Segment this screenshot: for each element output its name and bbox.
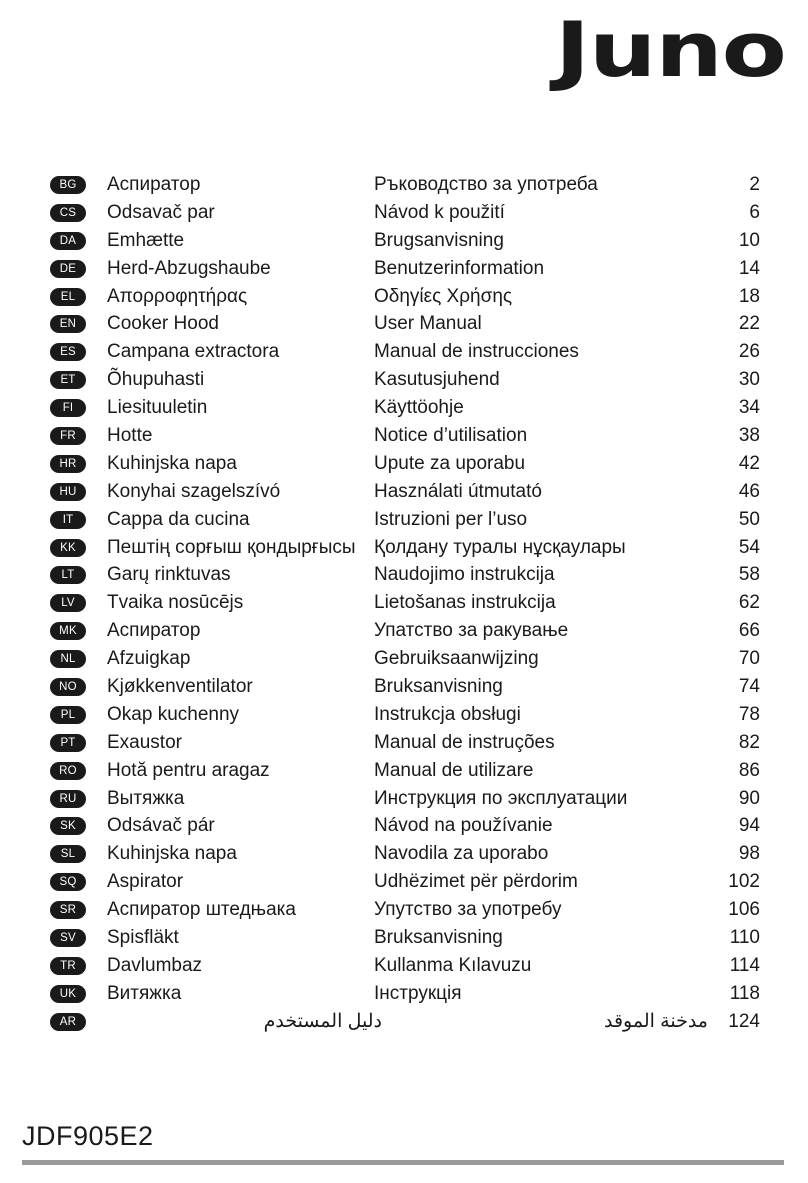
toc-row-no xyxy=(50,673,760,701)
toc-row-sq xyxy=(50,868,760,896)
product-name: Kjøkkenventilator xyxy=(107,675,253,697)
toc-row-es xyxy=(50,338,760,366)
product-name: Okap kuchenny xyxy=(107,703,240,725)
language-code-badge: RO xyxy=(50,762,86,780)
language-code-badge: ES xyxy=(50,343,86,361)
language-code-badge: SQ xyxy=(50,873,86,891)
page-number: 110 xyxy=(729,926,760,948)
page-number: 70 xyxy=(738,648,760,670)
product-name: Аспиратор штедњака xyxy=(107,899,296,921)
page-number: 82 xyxy=(738,731,760,753)
manual-title: Ръководство за употреба xyxy=(374,173,598,195)
language-code-badge: PL xyxy=(50,706,86,724)
language-code-badge: DA xyxy=(50,232,86,250)
page-number: 124 xyxy=(728,1010,760,1032)
product-name: Campana extractora xyxy=(107,341,280,363)
manual-title: Упутство за употребу xyxy=(374,899,562,921)
manual-title: Instrukcja obsługi xyxy=(374,703,521,725)
manual-title: Használati útmutató xyxy=(374,480,542,502)
product-name: Hotă pentru aragaz xyxy=(107,759,270,781)
page-number: 78 xyxy=(738,703,760,725)
language-code-badge: RU xyxy=(50,790,86,808)
product-name: Cappa da cucina xyxy=(107,508,250,530)
manual-title: Benutzerinformation xyxy=(374,257,545,279)
language-code-badge: HU xyxy=(50,483,86,501)
page-number: 26 xyxy=(738,341,760,363)
product-name: Аспиратор xyxy=(107,620,201,642)
page-number: 58 xyxy=(738,564,760,586)
language-code-badge: PT xyxy=(50,734,86,752)
toc-row-it xyxy=(50,506,760,534)
manual-title: Упатство за ракување xyxy=(374,620,569,642)
manual-title: Bruksanvisning xyxy=(374,675,503,697)
language-code-badge: BG xyxy=(50,176,86,194)
page-number: 62 xyxy=(738,592,760,614)
product-name: Пештің сорғыш қондырғысы xyxy=(107,536,356,558)
manual-title: Käyttöohje xyxy=(374,397,464,419)
page-number: 66 xyxy=(738,620,760,642)
product-name: Kuhinjska napa xyxy=(107,843,237,865)
manual-title: Upute za uporabu xyxy=(374,452,526,474)
product-name: Odsávač pár xyxy=(107,815,215,837)
toc-row-ru xyxy=(50,785,760,813)
page-number: 6 xyxy=(749,201,760,223)
product-name: Õhupuhasti xyxy=(107,369,205,391)
language-code-badge: MK xyxy=(50,622,86,640)
toc-row-sk xyxy=(50,812,760,840)
toc-row-fi xyxy=(50,394,760,422)
toc-row-sr xyxy=(50,896,760,924)
toc-row-fr xyxy=(50,422,760,450)
toc-row-pl xyxy=(50,701,760,729)
manual-title: Қолдану туралы нұсқаулары xyxy=(374,536,626,558)
product-name: Exaustor xyxy=(107,731,182,753)
product-name: Odsavač par xyxy=(107,201,215,223)
language-code-badge: FR xyxy=(50,427,86,445)
product-name: Garų rinktuvas xyxy=(107,564,231,586)
language-code-badge: KK xyxy=(50,539,86,557)
page-number: 46 xyxy=(738,480,760,502)
toc-row-pt xyxy=(50,729,760,757)
language-code-badge: LV xyxy=(50,594,86,612)
language-code-badge: HR xyxy=(50,455,86,473)
page-number: 34 xyxy=(738,397,760,419)
page-number: 30 xyxy=(738,369,760,391)
manual-title: Инструкция по эксплуатации xyxy=(374,787,628,809)
model-number: JDF905E2 xyxy=(22,1121,154,1151)
manual-title: Kasutusjuhend xyxy=(374,369,500,391)
page-number: 50 xyxy=(738,508,760,530)
manual-title: Gebruiksaanwijzing xyxy=(374,648,539,670)
page-number: 38 xyxy=(738,424,760,446)
language-code-badge: SV xyxy=(50,929,86,947)
toc-row-bg xyxy=(50,171,760,199)
language-code-badge: UK xyxy=(50,985,86,1003)
product-name: Витяжка xyxy=(107,982,182,1004)
page-number: 98 xyxy=(738,843,760,865)
manual-title: Návod na používanie xyxy=(374,815,553,837)
page-number: 10 xyxy=(738,229,760,251)
manual-title: Návod k použití xyxy=(374,201,505,223)
page-number: 54 xyxy=(738,536,760,558)
page-number: 2 xyxy=(749,173,760,195)
toc-row-mk xyxy=(50,617,760,645)
toc-row-et xyxy=(50,366,760,394)
page-number: 22 xyxy=(738,313,760,335)
product-name: Аспиратор xyxy=(107,173,201,195)
toc-row-hu xyxy=(50,478,760,506)
manual-title: Naudojimo instrukcija xyxy=(374,564,555,586)
product-name: Hotte xyxy=(107,424,153,446)
toc-row-sv xyxy=(50,924,760,952)
toc-row-tr xyxy=(50,952,760,980)
product-name: Liesituuletin xyxy=(107,397,208,419)
page-number: 106 xyxy=(728,899,760,921)
product-name: Spisfläkt xyxy=(107,926,179,948)
toc-row-nl xyxy=(50,645,760,673)
manual-title: Brugsanvisning xyxy=(374,229,504,251)
toc-row-lv xyxy=(50,589,760,617)
product-name: Afzuigkap xyxy=(107,648,191,670)
language-code-badge: SL xyxy=(50,845,86,863)
footer-divider xyxy=(22,1160,784,1165)
manual-title: Lietošanas instrukcija xyxy=(374,592,556,614)
product-name: Απορροφητήρας xyxy=(107,285,248,307)
toc-row-cs xyxy=(50,199,760,227)
page-number: 18 xyxy=(738,285,760,307)
product-name: Вытяжка xyxy=(107,787,185,809)
product-name: Aspirator xyxy=(107,871,184,893)
toc-row-de xyxy=(50,255,760,283)
language-code-badge: FI xyxy=(50,399,86,417)
page-number: 14 xyxy=(738,257,760,279)
language-code-badge: TR xyxy=(50,957,86,975)
toc-row-el xyxy=(50,283,760,311)
manual-title: Notice d’utilisation xyxy=(374,424,528,446)
toc-row-en xyxy=(50,310,760,338)
language-code-badge: EL xyxy=(50,288,86,306)
language-code-badge: LT xyxy=(50,566,86,584)
page-number: 90 xyxy=(738,787,760,809)
page-number: 102 xyxy=(728,871,760,893)
page-number: 118 xyxy=(729,982,760,1004)
language-code-badge: AR xyxy=(50,1013,86,1031)
page-number: 114 xyxy=(729,954,760,976)
language-code-badge: NL xyxy=(50,650,86,668)
toc-row-lt xyxy=(50,561,760,589)
language-code-badge: EN xyxy=(50,315,86,333)
toc-row-hr xyxy=(50,450,760,478)
language-table-of-contents xyxy=(50,171,760,1036)
product-name: Davlumbaz xyxy=(107,954,203,976)
manual-title: Istruzioni per l’uso xyxy=(374,508,528,530)
product-name: Herd-Abzugshaube xyxy=(107,257,271,279)
product-name: Emhætte xyxy=(107,229,185,251)
manual-title: User Manual xyxy=(374,313,482,335)
product-name: دليل المستخدم xyxy=(263,1011,382,1033)
language-code-badge: NO xyxy=(50,678,86,696)
toc-row-uk xyxy=(50,980,760,1008)
manual-title: Οδηγίες Χρήσης xyxy=(374,285,513,307)
brand-logo: Juno xyxy=(555,5,786,94)
language-code-badge: CS xyxy=(50,204,86,222)
manual-title: Udhëzimet për përdorim xyxy=(374,871,578,893)
product-name: Cooker Hood xyxy=(107,313,219,335)
toc-row-ro xyxy=(50,757,760,785)
page-number: 42 xyxy=(738,452,760,474)
manual-title: Navodila za uporabo xyxy=(374,843,549,865)
language-code-badge: DE xyxy=(50,260,86,278)
language-code-badge: ET xyxy=(50,371,86,389)
language-code-badge: SK xyxy=(50,817,86,835)
manual-title: Kullanma Kılavuzu xyxy=(374,954,532,976)
product-name: Konyhai szagelszívó xyxy=(107,480,281,502)
language-code-badge: IT xyxy=(50,511,86,529)
page-number: 94 xyxy=(738,815,760,837)
page-number: 74 xyxy=(738,675,760,697)
toc-row-ar xyxy=(50,1008,760,1036)
page-number: 86 xyxy=(738,759,760,781)
manual-title: Manual de utilizare xyxy=(374,759,534,781)
manual-title: مدخنة الموقد xyxy=(603,1011,708,1033)
language-code-badge: SR xyxy=(50,901,86,919)
manual-title: Bruksanvisning xyxy=(374,926,503,948)
manual-title: Manual de instruções xyxy=(374,731,555,753)
toc-row-kk xyxy=(50,534,760,562)
product-name: Tvaika nosūcējs xyxy=(107,592,244,614)
toc-row-da xyxy=(50,227,760,255)
product-name: Kuhinjska napa xyxy=(107,452,237,474)
toc-row-sl xyxy=(50,840,760,868)
manual-title: Інструкція xyxy=(374,982,462,1004)
manual-title: Manual de instrucciones xyxy=(374,341,579,363)
